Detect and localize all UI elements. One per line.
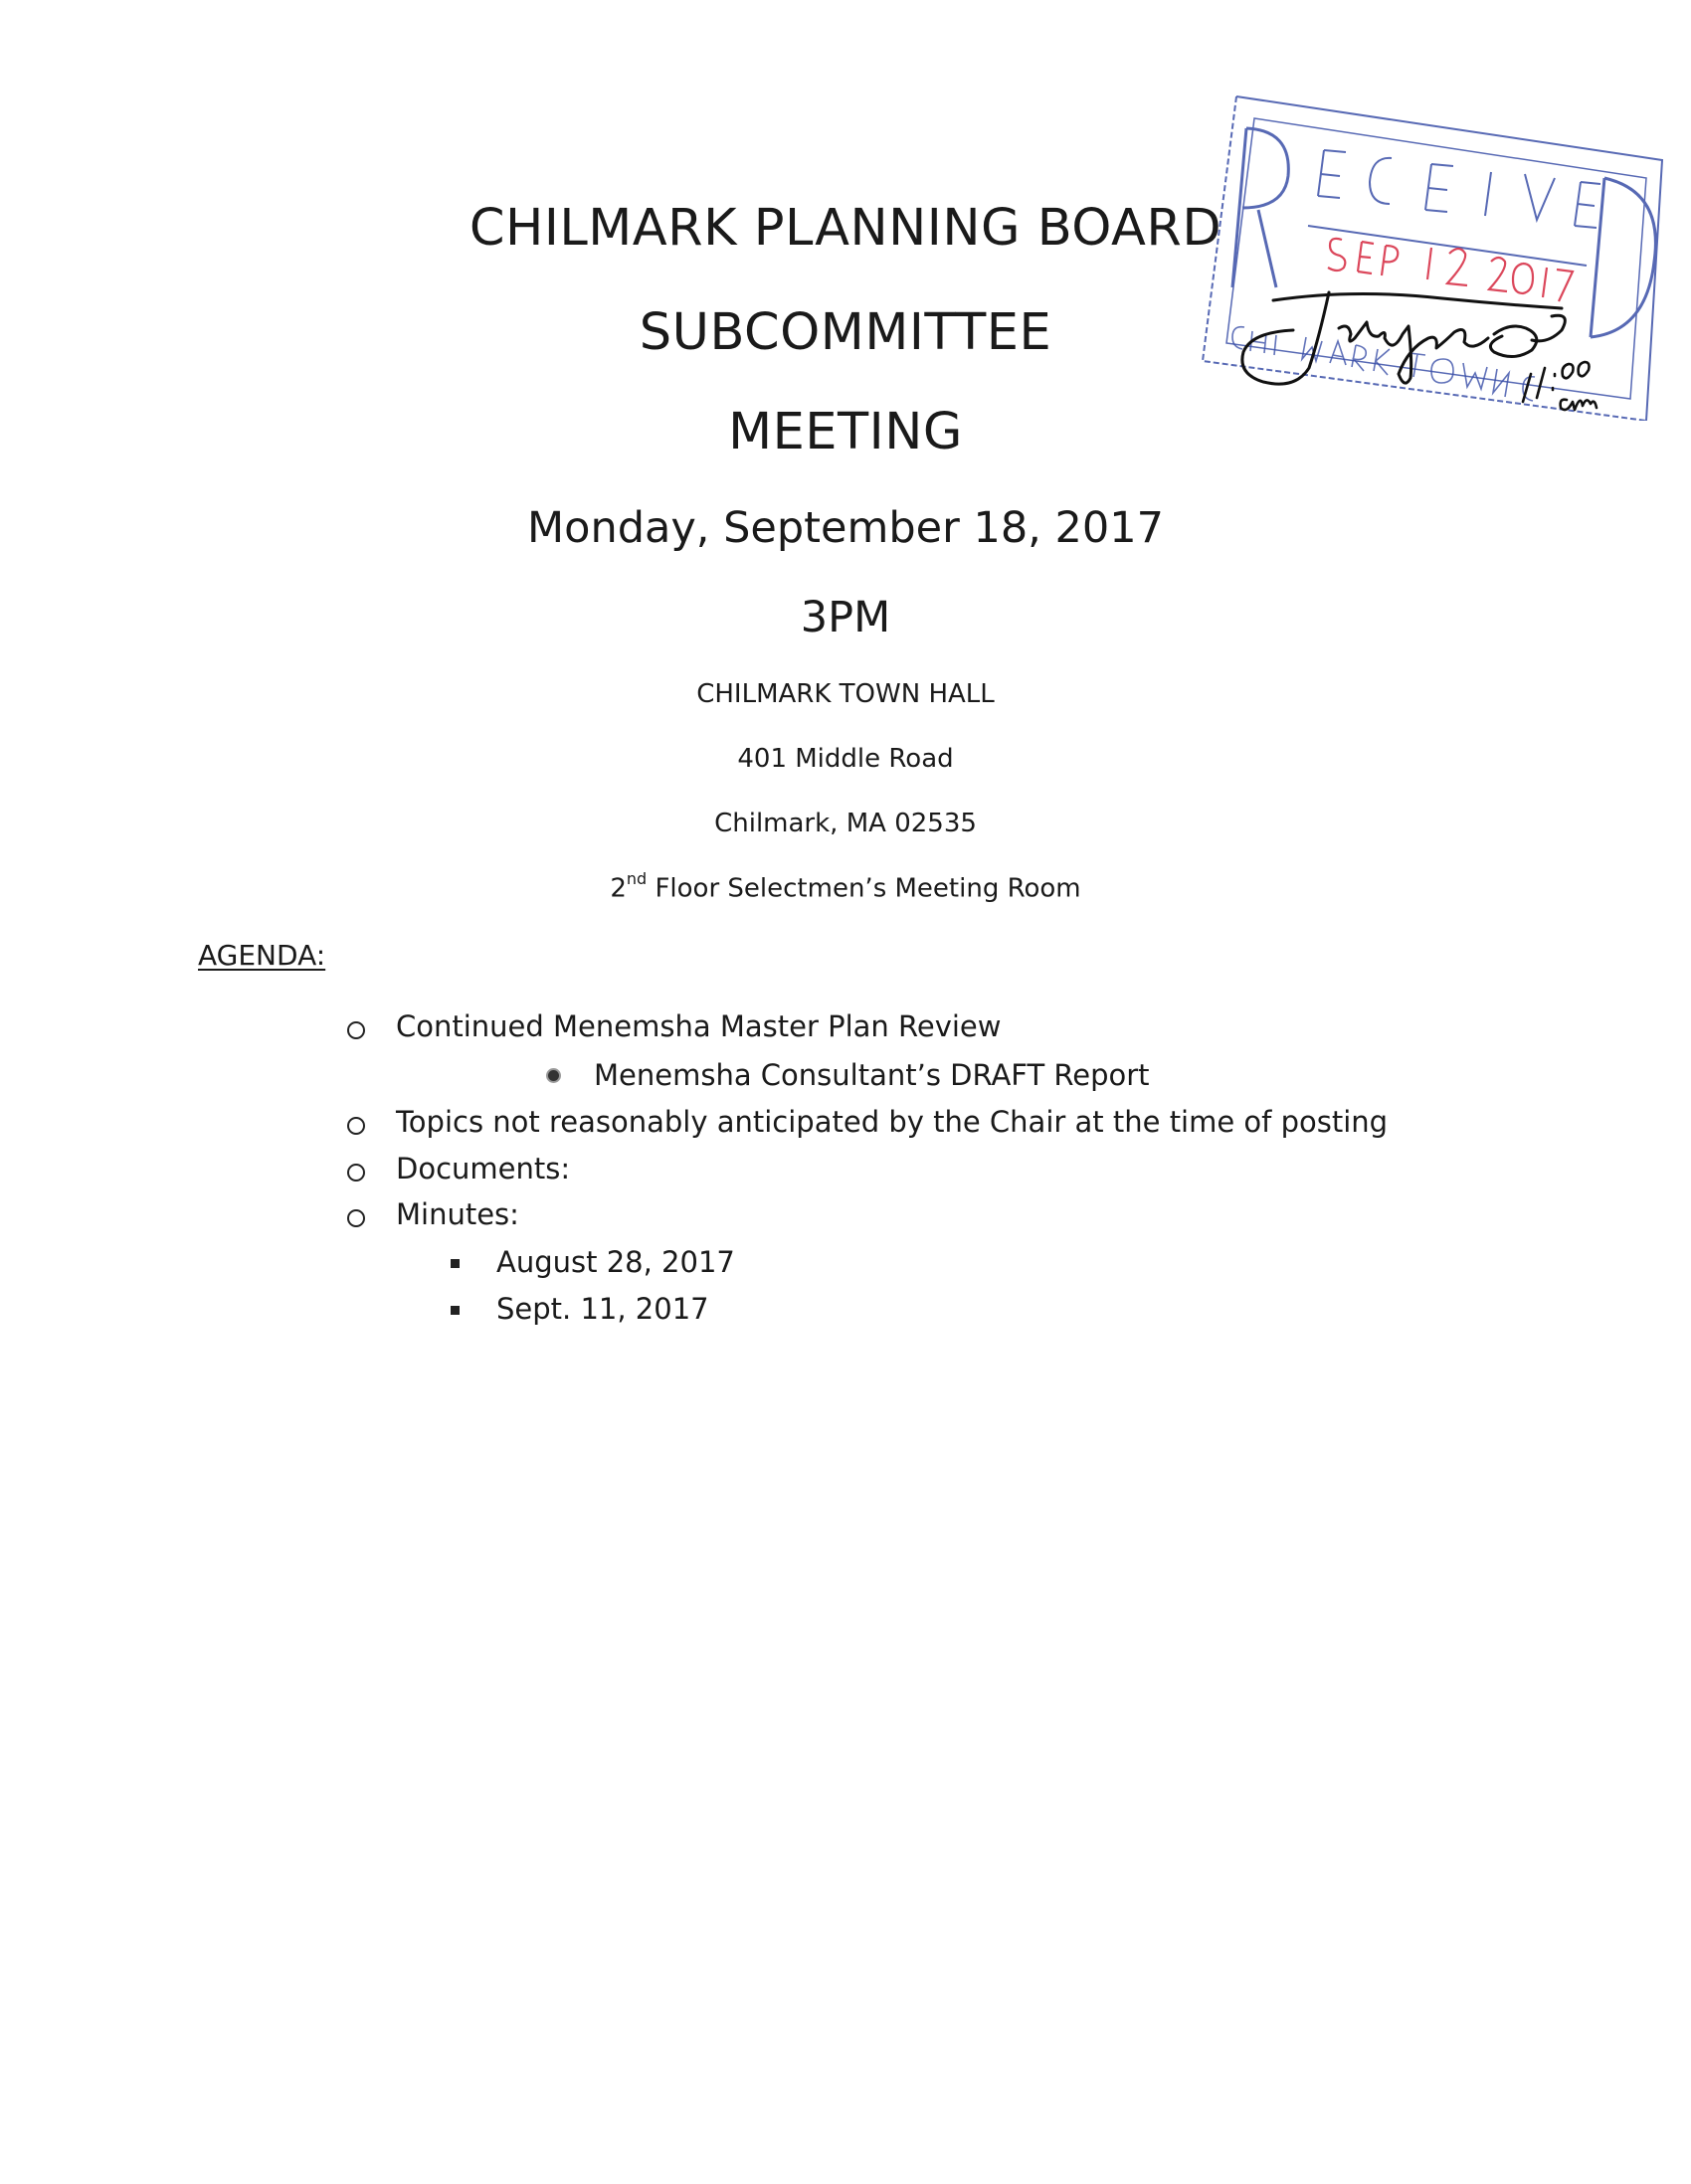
title-line-1: CHILMARK PLANNING BOARD (469, 199, 1222, 258)
circle-bullet-icon (347, 1209, 365, 1227)
location-city: Chilmark, MA 02535 (714, 809, 977, 838)
room-name: Floor Selectmen’s Meeting Room (647, 873, 1081, 904)
meeting-date: Monday, September 18, 2017 (527, 503, 1164, 553)
dot-bullet-icon (548, 1070, 559, 1081)
room-floor-number: 2 (610, 873, 627, 904)
location-room (0, 869, 1691, 904)
minutes-entry-sept-11: Sept. 11, 2017 (496, 1292, 709, 1326)
agenda-item-topics: Topics not reasonably anticipated by the Chair at the time of posting (396, 1105, 1389, 1139)
agenda-item-minutes: Minutes: (396, 1197, 519, 1231)
room-floor-suffix: nd (626, 869, 648, 888)
agenda-item-documents: Documents: (396, 1152, 571, 1185)
agenda-item-master-plan: Continued Menemsha Master Plan Review (396, 1009, 1002, 1043)
circle-bullet-icon (347, 1164, 365, 1182)
square-bullet-icon (451, 1259, 460, 1268)
agenda-heading: AGENDA: (198, 939, 326, 972)
circle-bullet-icon (347, 1117, 365, 1135)
handwritten-time-note (1517, 348, 1616, 418)
meeting-time: 3PM (800, 593, 891, 642)
square-bullet-icon (451, 1306, 460, 1315)
minutes-entry-aug-28: August 28, 2017 (496, 1245, 735, 1279)
title-line-3: MEETING (728, 403, 963, 461)
circle-bullet-icon (347, 1021, 365, 1039)
title-line-2: SUBCOMMITTEE (639, 303, 1052, 362)
location-street: 401 Middle Road (737, 744, 954, 774)
agenda-subitem-draft-report: Menemsha Consultant’s DRAFT Report (594, 1058, 1150, 1092)
location-building: CHILMARK TOWN HALL (696, 679, 995, 709)
